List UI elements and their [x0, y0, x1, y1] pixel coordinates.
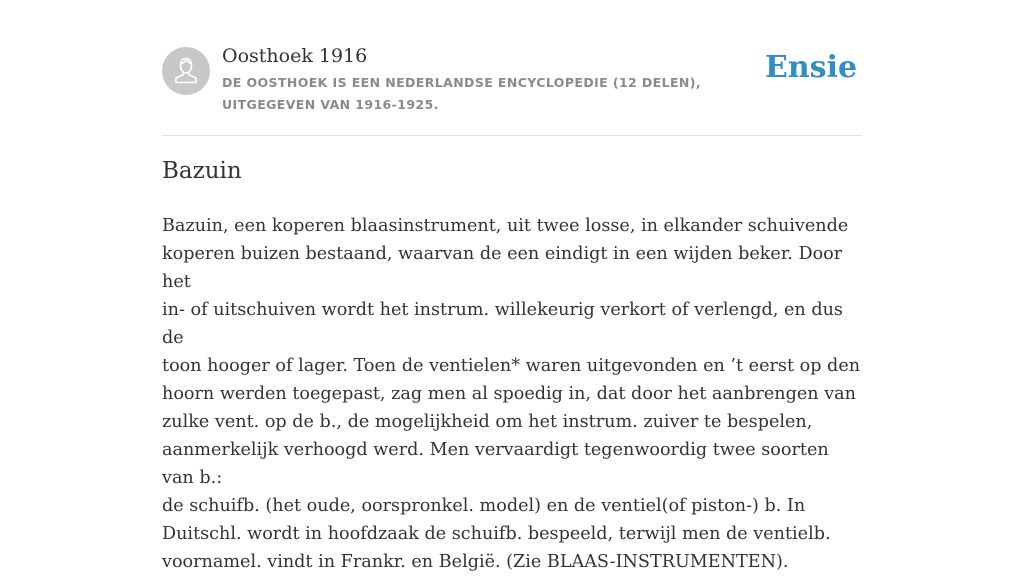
entry-body: Bazuin, een koperen blaasinstrument, uit twee losse, in elkander schuivende koperen buizen bestaand, waarvan de een eindigt in een wijden beker. Door het in- of uitschuiven wordt het instrum. willekeurig verkort of verlengd, en dus de toon hooger of lager. Toen de ventielen* waren uitgevonden en ’t eerst op den hoorn werden toegepast, zag men al spoedig in, dat door het aanbrengen van zulke vent. op de b., de mogelijkheid om het instrum. zuiver te bespelen, aanmerkelijk verhoogd werd. Men vervaardigt tegenwoordig twee soorten van b.: de schuifb. (het oude, oorspronkel. model) en de ventiel(of piston-) b. In Duitschl. wordt in hoofdzaak de schuifb. bespeeld, terwijl men de ventielb. voornamel. vindt in Frankr. en België. (Zie BLAAS-INSTRUMENTEN). — [162, 216, 861, 572]
ensie-logo-link[interactable]: Ensie — [765, 50, 858, 85]
user-silhouette-icon — [162, 47, 210, 95]
header-divider — [162, 135, 862, 136]
source-description: DE OOSTHOEK IS EEN NEDERLANDSE ENCYCLOPEDIE (12 DELEN), UITGEGEVEN VAN 1916-1925. — [222, 75, 702, 112]
source-avatar[interactable] — [162, 47, 210, 95]
entry-title: Bazuin — [162, 158, 242, 184]
source-title[interactable]: Oosthoek 1916 — [222, 45, 368, 67]
